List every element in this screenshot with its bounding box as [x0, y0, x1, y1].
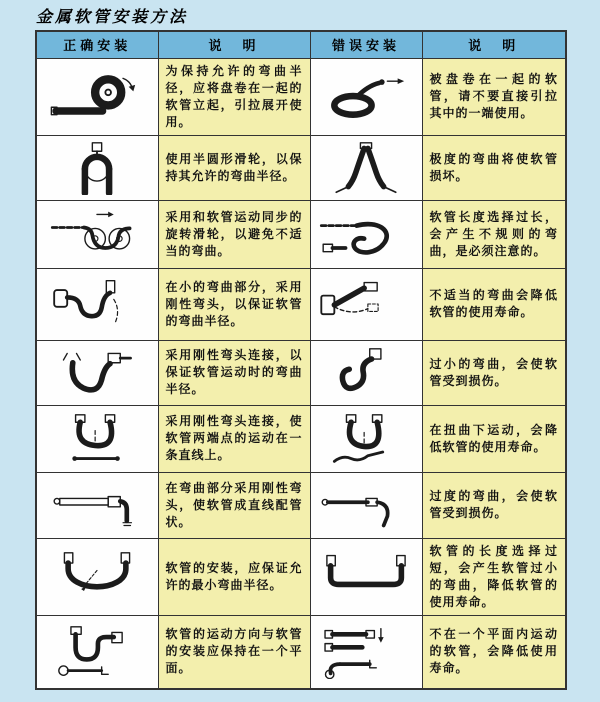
correct-description-cell [158, 268, 310, 340]
wrong-description-cell [422, 200, 566, 268]
single-plane-motion-icon [47, 625, 147, 679]
correct-figure-cell [36, 200, 158, 268]
correct-description-text: 使用半圆形滑轮，以保持其允许的弯曲半径。 [165, 151, 303, 183]
table-row [36, 268, 566, 340]
wrong-description-text: 极度的弯曲将使软管损坏。 [429, 151, 558, 183]
correct-figure-cell [36, 340, 158, 405]
correct-description-cell [158, 200, 310, 268]
wrong-description-cell [422, 340, 566, 405]
correct-description-text: 在小的弯曲部分，采用刚性弯头，以保证软管的弯曲半径。 [165, 279, 303, 328]
correct-description-cell [158, 135, 310, 200]
correct-description-cell [158, 340, 310, 405]
header-correct-installation: 正确安装 [36, 31, 158, 58]
wrong-description-cell [422, 405, 566, 472]
too-short-hose-icon [316, 550, 416, 604]
flat-coil-pull-icon [316, 70, 416, 124]
wrong-figure-cell [310, 268, 422, 340]
instruction-sheet [0, 4, 600, 702]
correct-description-text: 在弯曲部分采用刚性弯头，使软管成直线配管状。 [165, 480, 303, 529]
rigid-elbow-small-bend-icon [47, 277, 147, 331]
wrong-figure-cell [310, 405, 422, 472]
header-correct-description: 说 明 [158, 31, 310, 58]
wrong-description-text: 过小的弯曲，会使软管受到损伤。 [429, 356, 558, 388]
table-row [36, 405, 566, 472]
correct-figure-cell [36, 268, 158, 340]
correct-description-cell [158, 538, 310, 615]
table-row [36, 340, 566, 405]
synchronized-rollers-icon [47, 207, 147, 261]
correct-figure-cell [36, 615, 158, 689]
correct-figure-cell [36, 405, 158, 472]
table-row [36, 538, 566, 615]
correct-description-text: 软管的运动方向与软管的安装应保持在一个平面。 [165, 627, 303, 676]
wrong-description-cell [422, 268, 566, 340]
straight-piping-elbow-icon [47, 478, 147, 532]
page-title: 金属软管安装方法 [36, 9, 189, 26]
correct-figure-cell [36, 135, 158, 200]
too-small-bend-icon [316, 346, 416, 400]
correct-figure-cell [36, 58, 158, 135]
upright-coil-icon [47, 70, 147, 124]
wrong-description-text: 软管的长度选择过短，会产生软管过小的弯曲，降低软管的使用寿命。 [429, 543, 558, 609]
table-row [36, 615, 566, 689]
correct-figure-cell [36, 472, 158, 538]
correct-figure-cell [36, 538, 158, 615]
wrong-description-cell [422, 472, 566, 538]
rigid-elbow-motion-icon [47, 346, 147, 400]
wrong-description-text: 不适当的弯曲会降低软管的使用寿命。 [429, 288, 558, 319]
wrong-figure-cell [310, 200, 422, 268]
correct-description-cell [158, 615, 310, 689]
wrong-description-text: 软管长度选择过长，会产生不规则的弯曲，是必须注意的。 [429, 209, 558, 258]
wrong-figure-cell [310, 58, 422, 135]
wrong-description-text: 被盘卷在一起的软管，请不要直接引拉其中的一端使用。 [429, 72, 558, 120]
wrong-description-cell [422, 58, 566, 135]
irregular-bend-icon [316, 207, 416, 261]
straight-line-motion-icon [47, 412, 147, 466]
excessive-bend-icon [316, 478, 416, 532]
wrong-description-cell [422, 135, 566, 200]
wrong-description-text: 在扭曲下运动，会降低软管的使用寿命。 [429, 422, 558, 454]
header-wrong-description: 说 明 [422, 31, 566, 58]
semicircular-pulley-icon [47, 141, 147, 195]
table-row [36, 135, 566, 200]
wrong-figure-cell [310, 615, 422, 689]
wrong-figure-cell [310, 340, 422, 405]
correct-description-cell [158, 472, 310, 538]
wrong-description-cell [422, 615, 566, 689]
correct-description-cell [158, 405, 310, 472]
wrong-description-text: 不在一个平面内运动的软管，会降低使用寿命。 [429, 627, 558, 676]
header-wrong-installation: 错误安装 [310, 31, 422, 58]
installation-method-table [35, 30, 567, 690]
table-row [36, 58, 566, 135]
wrong-figure-cell [310, 538, 422, 615]
correct-description-cell [158, 58, 310, 135]
out-of-plane-motion-icon [316, 625, 416, 679]
wrong-figure-cell [310, 135, 422, 200]
correct-description-text: 软管的安装，应保证允许的最小弯曲半径。 [165, 560, 303, 592]
twisted-motion-icon [316, 412, 416, 466]
correct-description-text: 采用刚性弯头连接，使软管两端点的运动在一条直线上。 [165, 414, 303, 462]
table-row [36, 200, 566, 268]
correct-description-text: 为保持允许的弯曲半径，应将盘卷在一起的软管立起，引拉展开使用。 [165, 63, 303, 129]
extreme-bend-icon [316, 141, 416, 195]
wrong-figure-cell [310, 472, 422, 538]
table-row [36, 472, 566, 538]
wrong-description-cell [422, 538, 566, 615]
correct-description-text: 采用刚性弯头连接，以保证软管运动时的弯曲半径。 [165, 348, 303, 396]
min-bend-radius-icon [47, 550, 147, 604]
table-header-row [36, 31, 566, 58]
improper-bend-icon [316, 277, 416, 331]
correct-description-text: 采用和软管运动同步的旋转滑轮，以避免不适当的弯曲。 [165, 209, 303, 258]
wrong-description-text: 过度的弯曲，会使软管受到损伤。 [429, 489, 558, 520]
